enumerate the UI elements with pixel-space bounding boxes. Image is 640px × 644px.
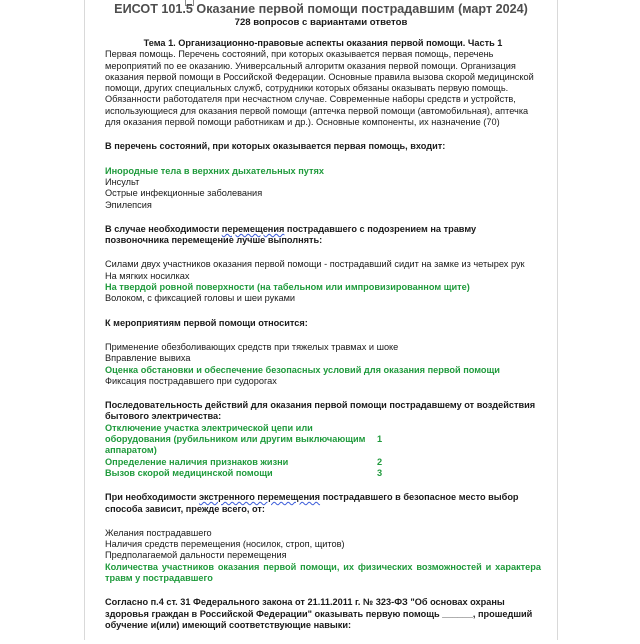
answer: Острые инфекционные заболевания (105, 188, 263, 199)
answer: Желания пострадавшего (105, 527, 212, 538)
document-subtitle: 728 вопросов с вариантами ответов (234, 17, 408, 28)
question-1: В перечень состояний, при которых оказывается первая помощь, входит: (105, 141, 446, 152)
answer-correct: На твердой ровной поверхности (на табельном или импровизированном щите) (105, 282, 470, 293)
sequence-number: 2 (377, 456, 383, 467)
answer: Инсульт (105, 176, 140, 187)
answers-1 (105, 166, 541, 211)
question-5 (105, 492, 541, 515)
spellcheck-underlined-word: перемещения (221, 223, 285, 234)
answer: Наличия средств перемещения (носилок, строп, щитов) (105, 539, 345, 550)
question-3: К мероприятиям первой помощи относится: (105, 317, 308, 328)
sequence-number: 3 (377, 467, 383, 478)
answers-5 (105, 528, 541, 584)
question-4: Последовательность действий для оказания первой помощи пострадавшему от воздействия бытового электричества: (105, 400, 536, 422)
document-body (105, 38, 541, 644)
question-6: Согласно п.4 ст. 31 Федерального закона от 21.11.2011 г. № 323-ФЗ "Об основах охраны здоровья граждан в Российской Федерации" оказывать первую помощь ______, прошедший обучение и(или) имеющий соответствующие навыки: (105, 597, 533, 630)
question-text-part: пострадавшего с подозрением на травму позвоночника перемещение лучше выполнять: (105, 223, 477, 246)
document-title: ЕИСОТ 101.5 Оказание первой помощи пострадавшим (март 2024) (114, 2, 528, 16)
answer-correct: Инородные тела в верхних дыхательных путях (105, 165, 324, 176)
answer: Предполагаемой дальности перемещения (105, 550, 287, 561)
sequence-step: Вызов скорой медицинской помощи (105, 467, 273, 478)
spellcheck-underlined-word: экстренного перемещения (198, 492, 321, 503)
question-text-part: При необходимости (105, 492, 199, 503)
question-2 (105, 224, 541, 247)
answer-correct: Оценка обстановки и обеспечение безопасных условий для оказания первой помощи (105, 364, 500, 375)
question-text-part: пострадавшего в безопасное место выбор способа зависит, прежде всего, от: (105, 492, 519, 514)
answer: На мягких носилках (105, 270, 190, 281)
answer: Силами двух участников оказания первой помощи - пострадавший сидит на замке из четырех рук (105, 259, 525, 270)
sequence-number-value: 1 (377, 434, 383, 445)
answers-2 (105, 259, 541, 304)
answers-3 (105, 342, 541, 387)
topic-heading: Тема 1. Организационно-правовые аспекты оказания первой помощи. Часть 1 (143, 38, 503, 48)
sequence-step: Отключение участка электрической цепи или оборудования (рубильником или другим выключающим аппаратом) (105, 422, 366, 456)
answer: Применение обезболивающих средств при тяжелых травмах и шоке (105, 341, 399, 352)
answer: Эпилепсия (105, 199, 152, 210)
question-text-part: В случае необходимости (105, 223, 222, 234)
topic-text: Первая помощь. Перечень состояний, при которых оказывается первая помощь, перечень мероприятий по ее оказанию. Универсальный алгоритм оказания первой помощи. Организация оказания первой помощи в Российской Федерации. Основные правила вызова скорой медицинской помощи, других специальных служб, сотрудники которых обязаны оказывать первую помощь. Обязанности работодателя при несчастном случае. Современные наборы средств и устройств, использующиеся для оказания первой помощи (аптечка первой помощи (автомобильная), аптечка для оказания первой помощи работникам и др.). Основные компоненты, их назначение (70) (105, 49, 534, 128)
answer: Фиксация пострадавшего при судорогах (105, 375, 277, 386)
sequence-step: Определение наличия признаков жизни (105, 456, 289, 467)
topic-paragraph (105, 38, 541, 128)
answer: Вправление вывиха (105, 353, 191, 364)
answer: Волоком, с фиксацией головы и шеи руками (105, 293, 296, 304)
sequence-row (105, 468, 541, 479)
sequence-row (105, 423, 541, 457)
sequence-number (377, 423, 382, 457)
question-4-block (105, 400, 541, 479)
sequence-row (105, 457, 541, 468)
document-page (84, 0, 558, 640)
answer-correct: Количества участников оказания первой помощи, их физических возможностей и характера травм у пострадавшего (105, 561, 541, 583)
